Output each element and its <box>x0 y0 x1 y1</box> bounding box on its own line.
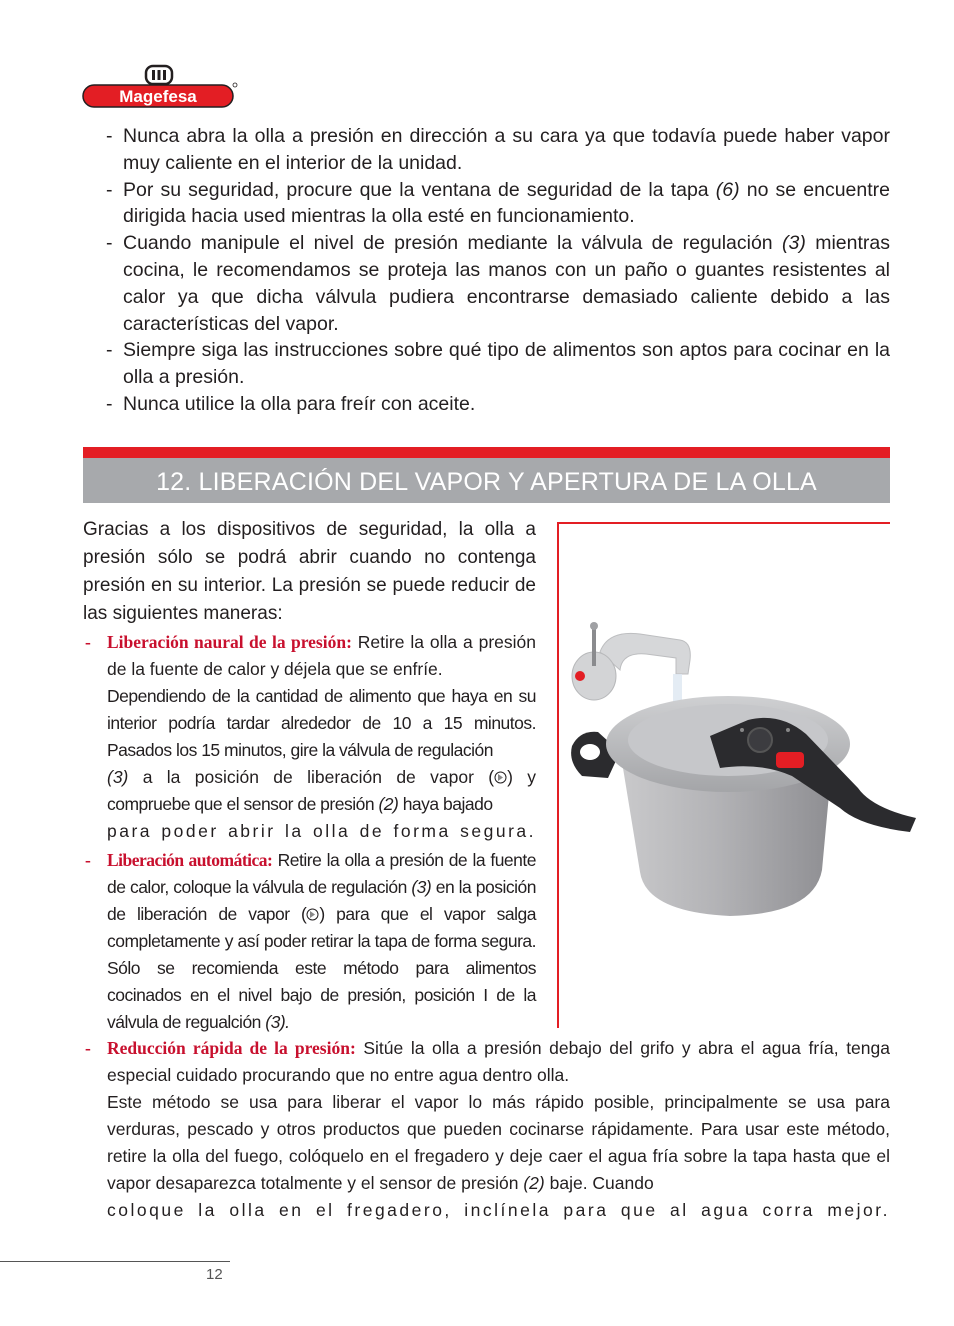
section-header <box>83 447 890 503</box>
list-item: - Cuando manipule el nivel de presión mediante la válvula de regulación (3) mientras cocina, le recomendamos se proteja las manos con un paño o guantes resistentes al calor ya que dicha válvula pudiera encontrarse demasiado caliente debido a las características del vapor. <box>106 232 890 335</box>
list-item: - Nunca abra la olla a presión en dirección a su cara ya que todavía puede haber vapor muy caliente en el interior de la unidad. <box>106 125 890 174</box>
natural-release-item: - Liberación naural de la presión: Retire la olla a presión de la fuente de calor y déjela que se enfríe. Dependiendo de la cantidad de alimento que haya en su interior podría tardar alrededor de 10 a 15 minutos. Pasados los 15 minutos, gire la válvula de regulación (3) a la posición de liberación de vapor ( ) y compruebe que el sensor de presión (2) haya bajado para poder abrir la olla de forma segura. <box>85 632 537 841</box>
automatic-release-item: - Liberación automática: Retire la olla a presión de la fuente de calor, coloque la válvula de regulación (3) en la posición de liberación de vapor ( ) para que el vapor salga completamente y así poder retirar la tapa de forma segura. Sólo se recomienda este método para alimentos cocinados en el nivel bajo de presión, posición I de la válvula de regualción (3). <box>85 850 537 1032</box>
magefesa-logo <box>82 64 238 110</box>
page-number: 12 <box>206 1266 223 1283</box>
safety-bullet-list <box>106 123 890 418</box>
list-item: - Por su seguridad, procure que la ventana de seguridad de la tapa (6) no se encuentre dirigida hacia used mientras la olla esté en funcionamiento. <box>106 178 890 228</box>
pressure-cooker-image <box>560 612 922 932</box>
steam-release-icon <box>306 907 319 922</box>
footer-rule <box>0 1261 230 1262</box>
steam-release-icon <box>494 770 507 785</box>
list-item: - Siempre siga las instrucciones sobre qué tipo de alimentos son aptos para cocinar en la olla a presión. <box>106 339 890 389</box>
list-item: - Nunca utilice la olla para freír con aceite. <box>106 392 476 415</box>
quick-release-item: - Reducción rápida de la presión: Sitúe la olla a presión debajo del grifo y abra el agua fría, tenga especial cuidado procurando que no entre agua dentro olla. Este método se usa para liberar el vapor lo más rápido posible, principalmente se usa para verduras, pescado y otros productos que pueden cocinarse rápidamente. Para usar este método, retire la olla del fuego, colóquelo en el fregadero y deje caer el agua fría sobre la tapa hasta que el vapor desaparezca totalmente y el sensor de presión (2) baje. Cuando coloque la olla en el fregadero, inclínela para que al agua corra mejor. <box>85 1038 890 1220</box>
section-title: 12. LIBERACIÓN DEL VAPOR Y APERTURA DE LA OLLA <box>156 468 817 496</box>
intro-paragraph: Gracias a los dispositivos de seguridad, la olla a presión sólo se podrá abrir cuando no contenga presión en su interior. La presión se puede reducir de las siguientes maneras: <box>83 519 536 624</box>
svg-text:Magefesa: Magefesa <box>119 87 197 106</box>
